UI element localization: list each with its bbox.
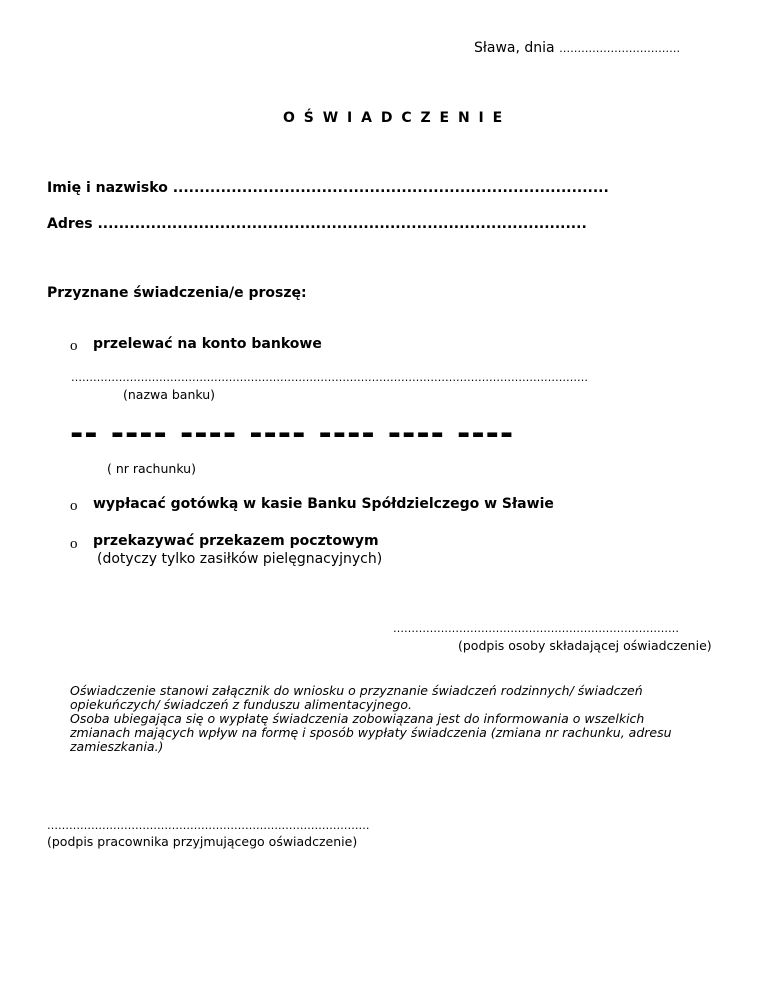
place-date-dots: …………………………… <box>559 42 681 55</box>
bullet-cash: o <box>70 498 78 514</box>
applicant-signature-caption: (podpis osoby składającej oświadczenie) <box>458 638 712 653</box>
employee-signature-dots: ……………………………………………………….…………………… <box>47 819 370 832</box>
place-date-label: Sława, dnia <box>474 40 555 56</box>
option-cash-payout: wypłacać gotówką w kasie Banku Spółdzielczego w Sławie <box>93 496 554 512</box>
bullet-postal: o <box>70 536 78 552</box>
note-line-5: zamieszkania.) <box>70 739 164 754</box>
note-line-4: zmianach mających wpływ na formę i sposób wypłaty świadczenia (zmiana nr rachunku, adresu <box>70 725 672 740</box>
account-number-caption: ( nr rachunku) <box>107 461 196 476</box>
employee-signature-caption: (podpis pracownika przyjmującego oświadczenie) <box>47 834 358 849</box>
applicant-signature-dots: …………………………………………………………………… <box>393 622 679 635</box>
name-label: Imię i nazwisko <box>47 180 168 196</box>
bank-name-caption: (nazwa banku) <box>123 387 216 402</box>
place-date <box>474 40 680 56</box>
name-field <box>47 180 609 196</box>
note-line-1: Oświadczenie stanowi załącznik do wniosku o przyznanie świadczeń rodzinnych/ świadczeń <box>70 683 643 698</box>
payment-intro: Przyznane świadczenia/e proszę: <box>47 285 307 301</box>
option-postal-order: przekazywać przekazem pocztowym <box>93 533 379 549</box>
document-title: O Ś W I A D C Z E N I E <box>283 110 505 126</box>
option-postal-note: (dotyczy tylko zasiłków pielęgnacyjnych) <box>97 551 383 567</box>
name-dots: .................................................................................. <box>172 180 609 196</box>
note-line-3: Osoba ubiegająca się o wypłatę świadczenia zobowiązana jest do informowania o wszelkich <box>70 711 645 726</box>
note-line-2: opiekuńczych/ świadczeń z funduszu alimentacyjnego. <box>70 697 412 712</box>
address-field <box>47 216 587 232</box>
address-label: Adres <box>47 216 93 232</box>
bullet-bank: o <box>70 338 78 354</box>
option-bank-transfer: przelewać na konto bankowe <box>93 336 322 352</box>
bank-name-dots: …………………………………………………………………………………………………………………………… <box>71 371 588 384</box>
account-number-mask: -- ---- ---- ---- ---- ---- ---- <box>70 414 515 452</box>
address-dots: ............................................................................................ <box>97 216 587 232</box>
